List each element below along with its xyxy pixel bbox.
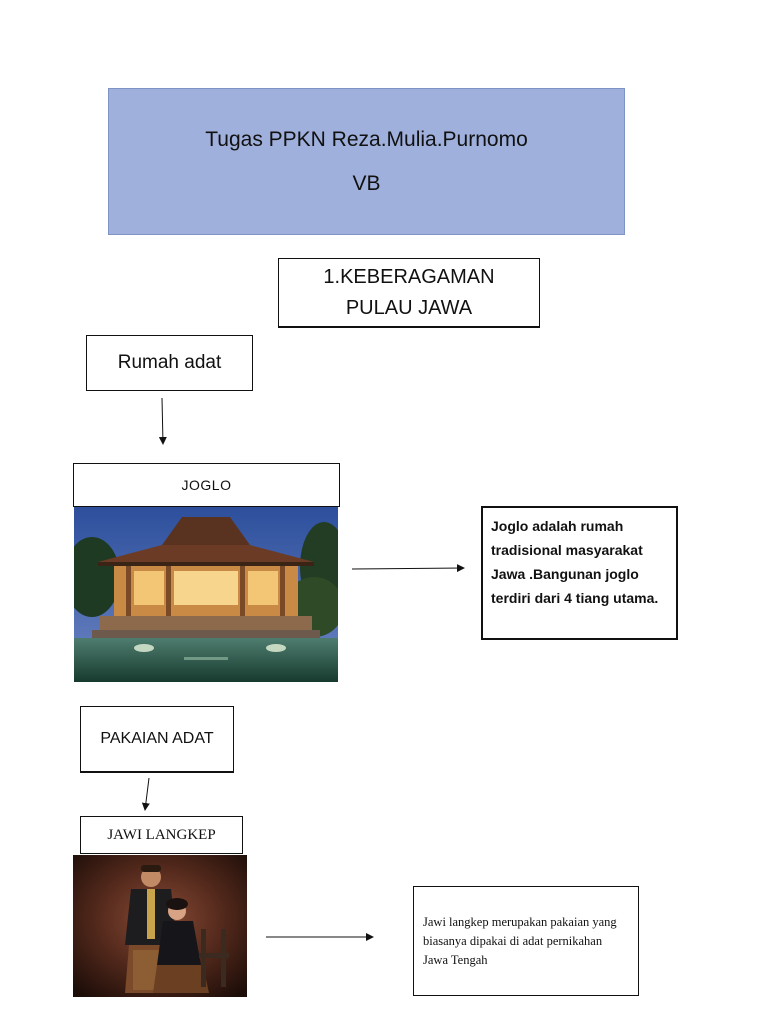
section-heading-line-2: PULAU JAWA — [345, 296, 473, 319]
arrow-pakaian-to-jawi — [145, 778, 149, 810]
document-title: Tugas PPKN Reza.Mulia.Purnomo — [205, 127, 528, 151]
arrow-rumah-to-joglo — [162, 398, 163, 444]
title-box — [108, 88, 625, 235]
jawi-langkep-description: Jawi langkep merupakan pakaian yang biasanya dipakai di adat pernikahan Jawa Tengah — [423, 915, 617, 967]
pakaian-adat-box — [80, 706, 234, 773]
rumah-adat-box — [86, 335, 253, 391]
joglo-label-box — [73, 463, 340, 507]
class-label: VB — [352, 171, 381, 195]
jawi-langkep-description-box — [413, 886, 639, 996]
joglo-description-box — [481, 506, 678, 640]
arrow-joglo-to-description — [352, 568, 464, 569]
section-heading-box — [278, 258, 540, 328]
joglo-house-photo — [74, 507, 338, 682]
jawi-langkep-label: JAWI LANGKEP — [107, 826, 216, 843]
section-heading-line-1: 1.KEBERAGAMAN — [323, 265, 495, 288]
jawi-langkep-label-box — [80, 816, 243, 854]
joglo-label: JOGLO — [181, 477, 232, 493]
rumah-adat-label: Rumah adat — [117, 352, 222, 373]
jawi-langkep-photo — [73, 855, 247, 997]
pakaian-adat-label: PAKAIAN ADAT — [100, 730, 214, 747]
joglo-description: Joglo adalah rumah tradisional masyarakat Jawa .Bangunan joglo terdiri dari 4 tiang utama. — [491, 518, 659, 606]
